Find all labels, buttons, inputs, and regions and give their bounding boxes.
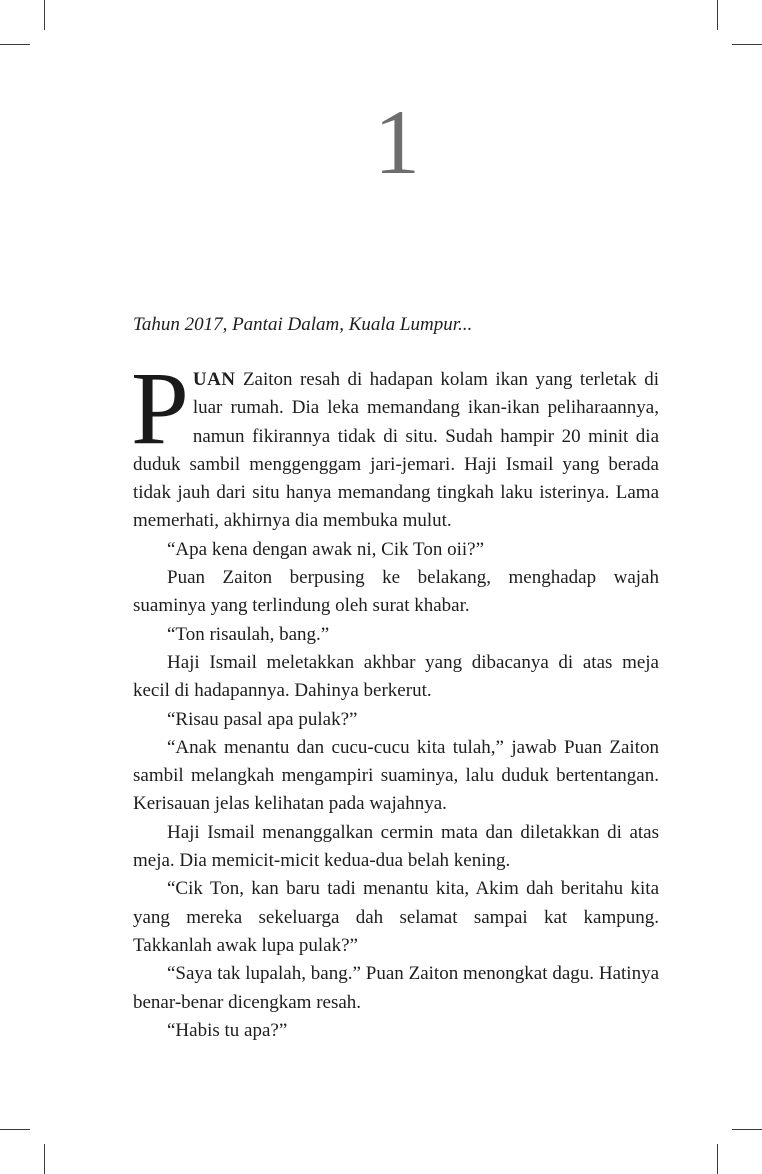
setting-line: Tahun 2017, Pantai Dalam, Kuala Lumpur... [133,314,473,335]
paragraph: Puan Zaiton berpusing ke belakang, menghadap wajah suaminya yang terlindung oleh surat khabar. [133,567,659,617]
crop-mark-bottom-left-horizontal [0,1129,30,1130]
drop-cap: P [131,351,189,466]
lead-word: UAN [192,369,236,390]
paragraph: “Apa kena dengan awak ni, Cik Ton oii?” [167,538,484,560]
paragraph: Haji Ismail menanggalkan cermin mata dan diletakkan di atas meja. Dia memicit-micit kedua-dua belah kening. [133,821,659,872]
chapter-body [131,351,659,1045]
crop-mark-bottom-right-horizontal [732,1129,762,1130]
crop-mark-bottom-right-vertical [717,1144,718,1174]
crop-mark-top-left-horizontal [0,44,30,45]
paragraph: “Ton risaulah, bang.” [167,623,330,645]
paragraph: “Saya tak lupalah, bang.” Puan Zaiton menongkat dagu. Hatinya benar-benar dicengkam resah. [133,963,659,1013]
paragraph: “Habis tu apa?” [167,1019,288,1041]
chapter-number: 1 [374,91,420,193]
crop-mark-top-right-vertical [717,0,718,30]
opening-paragraph [131,351,659,536]
crop-mark-bottom-left-vertical [44,1144,45,1174]
crop-mark-top-left-vertical [44,0,45,30]
paragraph: “Anak menantu dan cucu-cucu kita tulah,” jawab Puan Zaiton sambil melangkah mengampiri suaminya, lalu duduk bertentangan. Kerisauan jelas kelihatan pada wajahnya. [133,736,659,815]
paragraph: “Risau pasal apa pulak?” [167,708,358,730]
paragraph: Haji Ismail meletakkan akhbar yang dibacanya di atas meja kecil di hadapannya. Dahinya berkerut. [133,651,659,702]
opening-text: Zaiton resah di hadapan kolam ikan yang terletak di luar rumah. Dia leka memandang ikan-ikan peliharaannya, namun fikirannya tidak di situ. Sudah hampir 20 minit dia duduk sambil menggenggam jari-jemari. Haji Ismail yang berada tidak jauh dari situ hanya memandang tingkah laku isterinya. Lama memerhati, akhirnya dia membuka mulut. [133,369,659,532]
crop-mark-top-right-horizontal [732,44,762,45]
paragraph: “Cik Ton, kan baru tadi menantu kita, Akim dah beritahu kita yang mereka sekeluarga dah selamat sampai kat kampung. Takkanlah awak lupa pulak?” [133,878,659,956]
